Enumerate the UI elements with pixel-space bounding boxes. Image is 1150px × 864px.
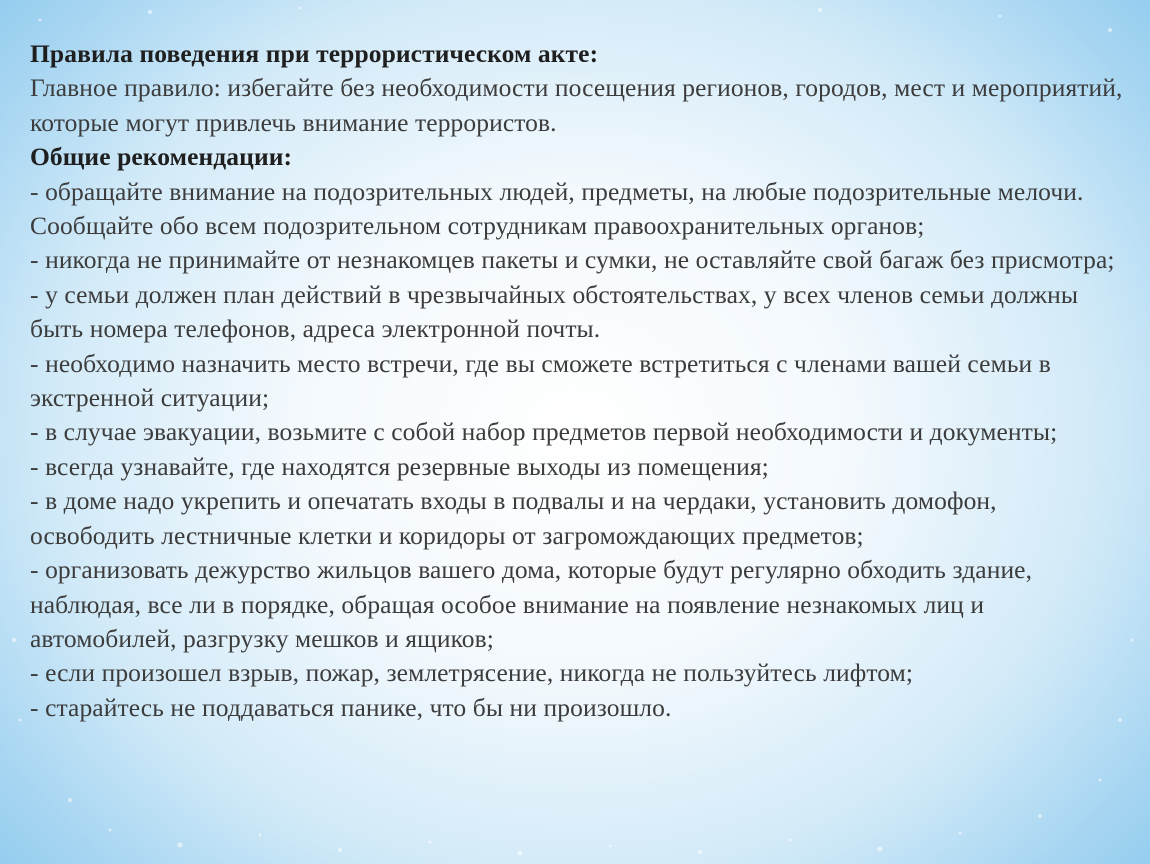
recommendation-item: - обращайте внимание на подозрительных людей, предметы, на любые подозрительные мелочи. Сообщайте обо всем подозрительном сотрудникам правоохранительных органов;	[30, 176, 1084, 241]
recommendation-item: - всегда узнавайте, где находятся резервные выходы из помещения;	[30, 451, 769, 481]
slide-title: Правила поведения при террористическом акте:	[30, 39, 599, 68]
recommendations-heading: Общие рекомендации:	[30, 142, 293, 172]
recommendation-item: - никогда не принимайте от незнакомцев пакеты и сумки, не оставляйте свой багаж без присмотра;	[30, 245, 1115, 275]
recommendation-item: - старайтесь не поддаваться панике, что бы ни произошло.	[30, 692, 672, 722]
recommendation-item: - в доме надо укрепить и опечатать входы в подвалы и на чердаки, установить домофон, освободить лестничные клетки и коридоры от загромождающих предметов;	[30, 486, 997, 550]
recommendation-item: - у семьи должен план действий в чрезвычайных обстоятельствах, у всех членов семьи должны быть номера телефонов, адреса электронной почты.	[30, 279, 1079, 344]
recommendation-item: - необходимо назначить место встречи, где вы сможете встретиться с членами вашей семьи в экстренной ситуации;	[30, 348, 1051, 413]
slide-content	[30, 37, 1125, 725]
main-rule-text: Главное правило: избегайте без необходимости посещения регионов, городов, мест и мероприятий, которые могут привлечь внимание террористов.	[30, 73, 1123, 137]
recommendation-item: - организовать дежурство жильцов вашего дома, которые будут регулярно обходить здание, наблюдая, все ли в порядке, обращая особое внимание на появление незнакомых лиц и автомобилей, разгрузку мешков и ящиков;	[30, 555, 1033, 653]
recommendation-item: - если произошел взрыв, пожар, землетрясение, никогда не пользуйтесь лифтом;	[30, 658, 914, 688]
recommendation-item: - в случае эвакуации, возьмите с собой набор предметов первой необходимости и документы;	[30, 417, 1058, 447]
